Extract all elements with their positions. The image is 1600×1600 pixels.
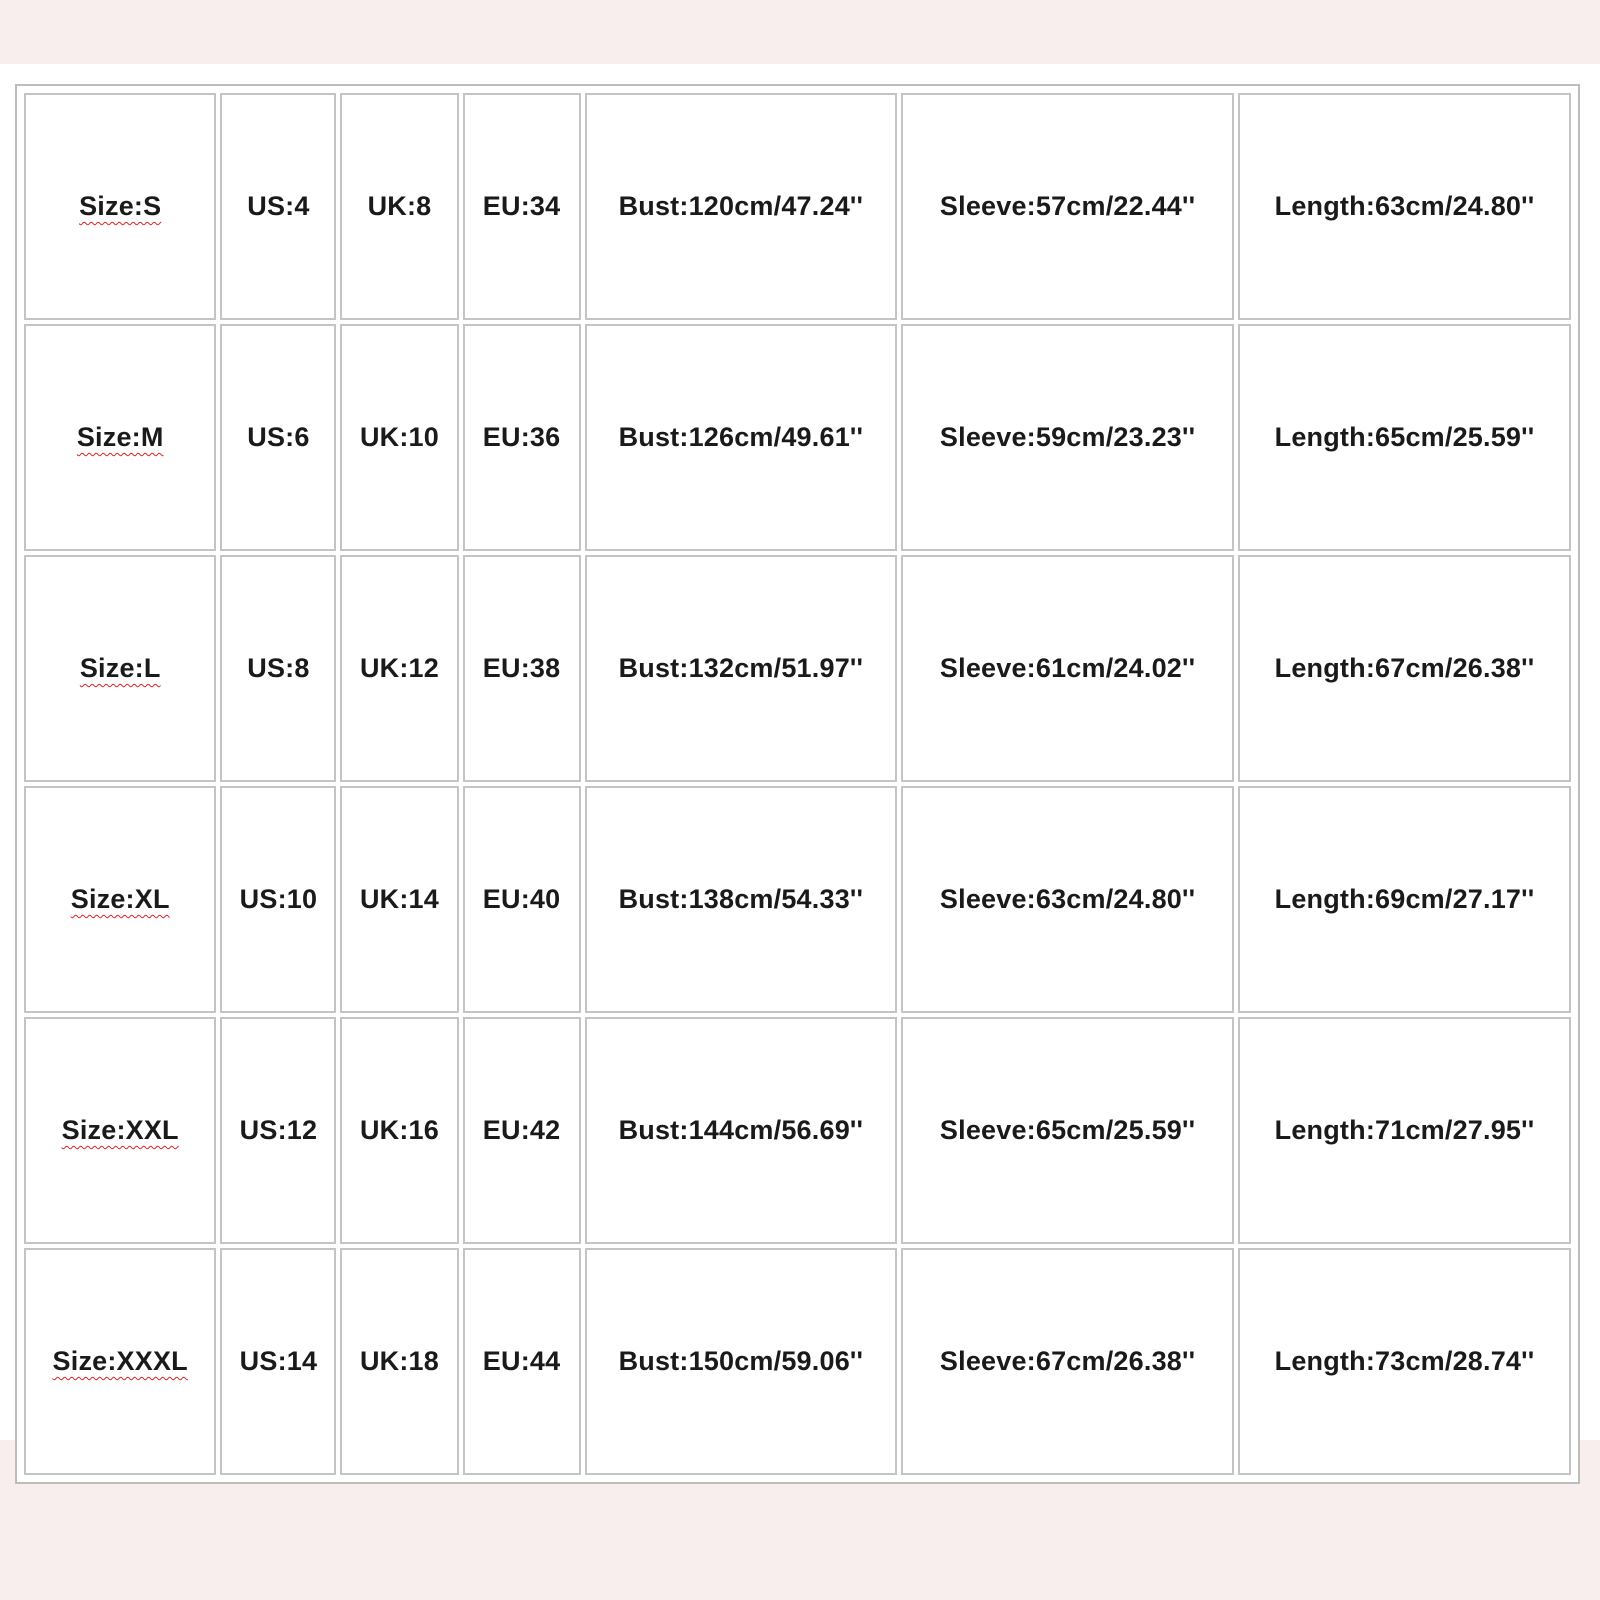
bust-cell: Bust:120cm/47.24'' [585,93,898,320]
length-cell: Length:65cm/25.59'' [1238,324,1571,551]
bust-cell: Bust:150cm/59.06'' [585,1248,898,1475]
uk-size-cell: UK:12 [340,555,458,782]
length-cell: Length:73cm/28.74'' [1238,1248,1571,1475]
eu-size-cell: EU:40 [463,786,581,1013]
size-label: Size:XL [70,884,170,914]
us-size-cell: US:10 [220,786,336,1013]
table-row [24,93,1571,320]
size-cell [24,1017,216,1244]
uk-size-cell: UK:18 [340,1248,458,1475]
eu-size-cell: EU:42 [463,1017,581,1244]
length-cell: Length:67cm/26.38'' [1238,555,1571,782]
uk-size-cell: UK:8 [340,93,458,320]
length-cell: Length:69cm/27.17'' [1238,786,1571,1013]
uk-size-cell: UK:10 [340,324,458,551]
table-row [24,786,1571,1013]
us-size-cell: US:12 [220,1017,336,1244]
size-cell [24,555,216,782]
size-chart-grid [20,89,1575,1479]
sleeve-cell: Sleeve:63cm/24.80'' [901,786,1234,1013]
eu-size-cell: EU:34 [463,93,581,320]
sleeve-cell: Sleeve:57cm/22.44'' [901,93,1234,320]
size-label: Size:L [79,653,161,683]
table-row [24,555,1571,782]
size-cell [24,93,216,320]
size-cell [24,1248,216,1475]
sleeve-cell: Sleeve:65cm/25.59'' [901,1017,1234,1244]
table-row [24,324,1571,551]
bust-cell: Bust:144cm/56.69'' [585,1017,898,1244]
bust-cell: Bust:126cm/49.61'' [585,324,898,551]
table-row [24,1017,1571,1244]
sleeve-cell: Sleeve:59cm/23.23'' [901,324,1234,551]
us-size-cell: US:14 [220,1248,336,1475]
size-cell [24,786,216,1013]
size-chart-table [15,84,1580,1484]
us-size-cell: US:6 [220,324,336,551]
size-label: Size:XXL [61,1115,179,1145]
us-size-cell: US:8 [220,555,336,782]
length-cell: Length:71cm/27.95'' [1238,1017,1571,1244]
uk-size-cell: UK:16 [340,1017,458,1244]
sleeve-cell: Sleeve:61cm/24.02'' [901,555,1234,782]
eu-size-cell: EU:44 [463,1248,581,1475]
table-row [24,1248,1571,1475]
bust-cell: Bust:138cm/54.33'' [585,786,898,1013]
eu-size-cell: EU:38 [463,555,581,782]
size-label: Size:XXXL [52,1346,188,1376]
size-label: Size:S [79,191,162,221]
us-size-cell: US:4 [220,93,336,320]
length-cell: Length:63cm/24.80'' [1238,93,1571,320]
bust-cell: Bust:132cm/51.97'' [585,555,898,782]
sleeve-cell: Sleeve:67cm/26.38'' [901,1248,1234,1475]
size-label: Size:M [76,422,164,452]
size-chart-panel [0,64,1600,1440]
eu-size-cell: EU:36 [463,324,581,551]
size-cell [24,324,216,551]
uk-size-cell: UK:14 [340,786,458,1013]
